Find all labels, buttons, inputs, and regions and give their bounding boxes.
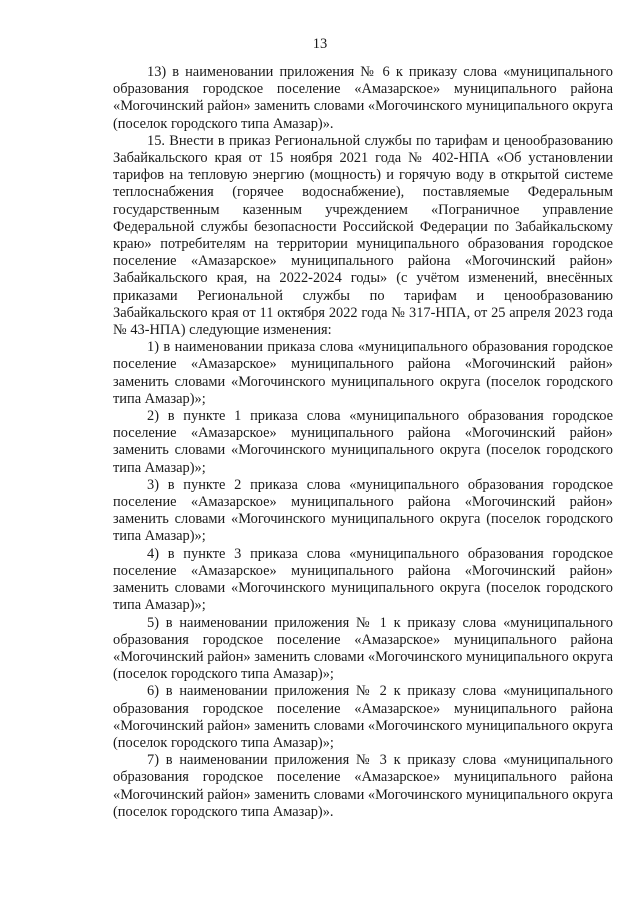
paragraph-subitem-4: 4) в пункте 3 приказа слова «муниципального образования городское поселение «Амазарское» муниципального района «Могочинский район» заменить словами «Могочинского муниципального округа (поселок городского типа Амазар)»; xyxy=(113,545,613,614)
paragraph-subitem-6: 6) в наименовании приложения № 2 к приказу слова «муниципального образования городское поселение «Амазарское» муниципального района «Могочинский район» заменить словами «Могочинского муниципального округа (поселок городского типа Амазар)»; xyxy=(113,683,613,751)
paragraph-subitem-3: 3) в пункте 2 приказа слова «муниципального образования городское поселение «Амазарское» муниципального района «Могочинский район» заменить словами «Могочинского муниципального округа (поселок городского типа Амазар)»; xyxy=(113,476,613,545)
paragraph-subitem-1: 1) в наименовании приказа слова «муниципального образования городское поселение «Амазарское» муниципального района «Могочинский район» заменить словами «Могочинского муниципального округа (поселок городского типа Амазар)»; xyxy=(113,339,613,407)
paragraph-subitem-5: 5) в наименовании приложения № 1 к приказу слова «муниципального образования городское поселение «Амазарское» муниципального района «Могочинский район» заменить словами «Могочинского муниципального округа (поселок городского типа Амазар)»; xyxy=(113,614,613,683)
document-body xyxy=(113,64,613,821)
paragraph-item-13: 13) в наименовании приложения № 6 к приказу слова «муниципального образования городское поселение «Амазарское» муниципального района «Могочинский район» заменить словами «Могочинского муниципального округа (поселок городского типа Амазар)». xyxy=(113,64,613,132)
page-number: 13 xyxy=(312,36,328,52)
paragraph-section-15: 15. Внести в приказ Региональной службы по тарифам и ценообразованию Забайкальского края от 15 ноября 2021 года № 402-НПА «Об установлении тарифов на тепловую энергию (мощность) и горячую воду в открытой системе теплоснабжения (горячее водоснабжение), поставляемые Федеральным государственным казенным учреждением «Пограничное управление Федеральной службы безопасности Российской Федерации по Забайкальскому краю» потребителям на территории муниципального образования городское поселение «Амазарское» муниципального района «Могочинский район» Забайкальского края, на 2022-2024 годы» (с учётом изменений, внесённых приказами Региональной службы по тарифам и ценообразованию Забайкальского края от 11 октября 2022 года № 317-НПА, от 25 апреля 2023 года № 43-НПА) следующие изменения: xyxy=(113,132,613,339)
paragraph-subitem-2: 2) в пункте 1 приказа слова «муниципального образования городское поселение «Амазарское» муниципального района «Могочинский район» заменить словами «Могочинского муниципального округа (поселок городского типа Амазар)»; xyxy=(113,408,613,476)
paragraph-subitem-7: 7) в наименовании приложения № 3 к приказу слова «муниципального образования городское поселение «Амазарское» муниципального района «Могочинский район» заменить словами «Могочинского муниципального округа (поселок городского типа Амазар)». xyxy=(113,752,613,820)
